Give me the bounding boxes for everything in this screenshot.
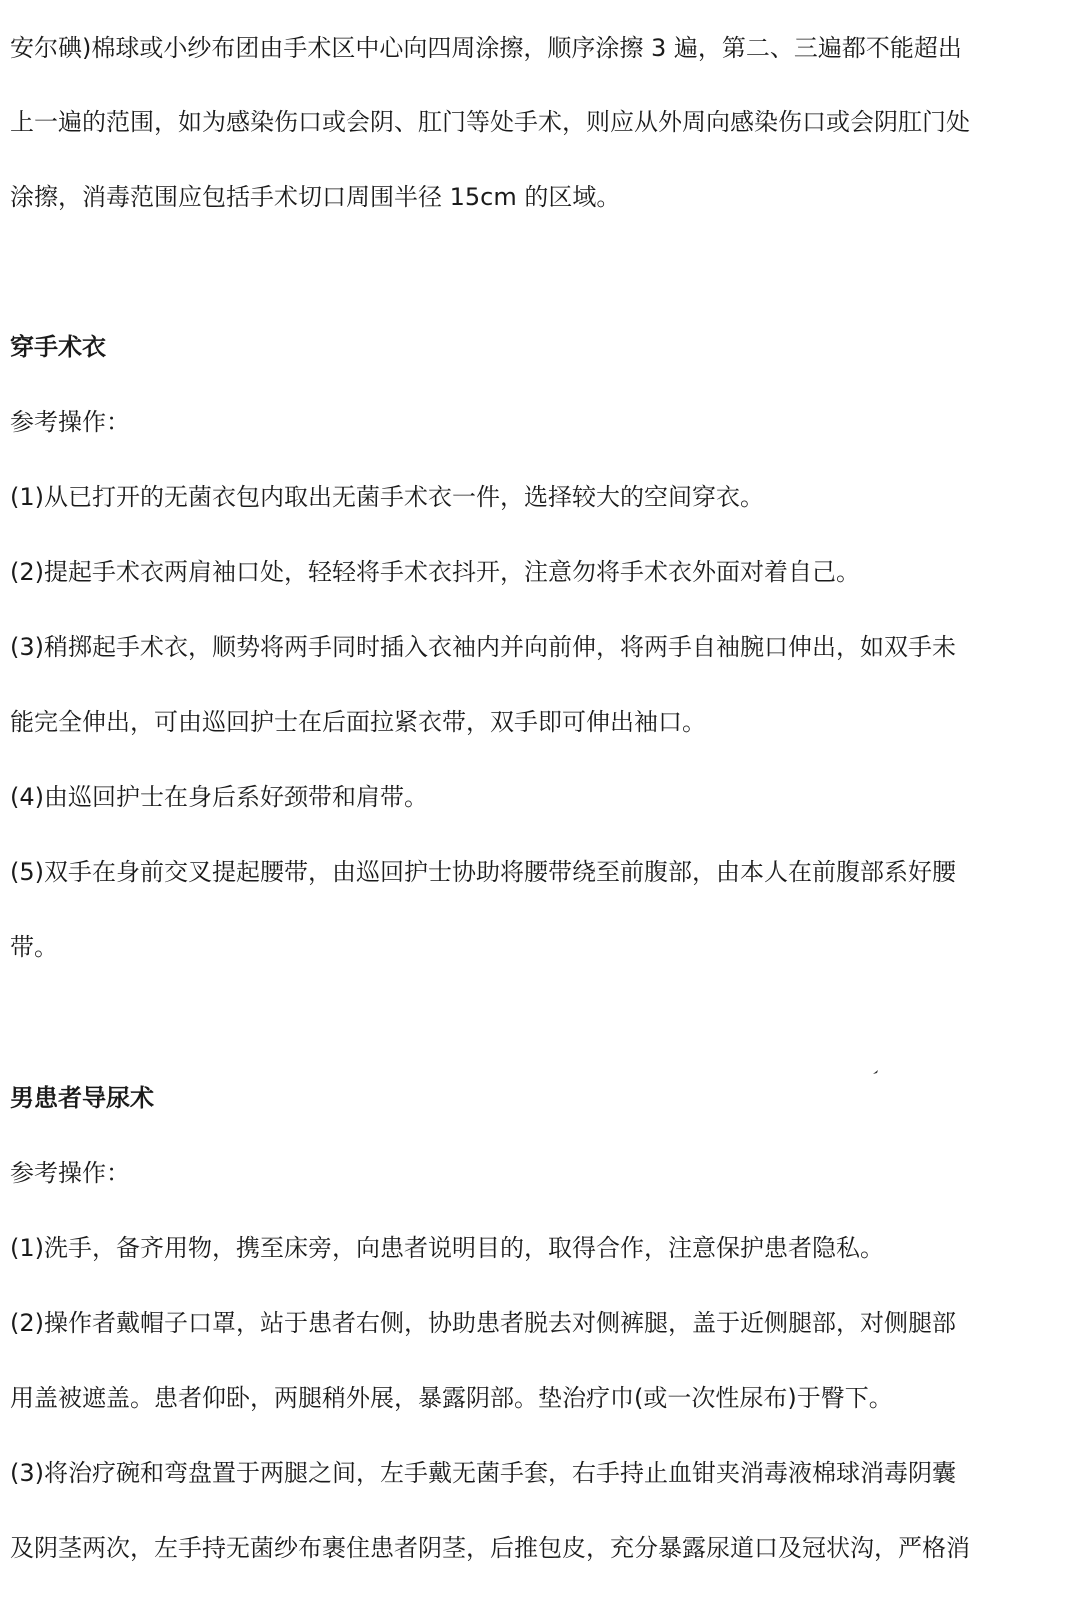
catheter-step-line-3: 用盖被遮盖。患者仰卧，两腿稍外展，暴露阴部。垫治疗巾(或一次性尿布)于臀下。 — [10, 1384, 893, 1412]
section-ref-catheter: 参考操作： — [10, 1159, 130, 1187]
gown-step-line-1: (1)从已打开的无菌衣包内取出无菌手术衣一件，选择较大的空间穿衣。 — [10, 483, 764, 511]
gown-step-line-3: (3)稍掷起手术衣，顺势将两手同时插入衣袖内并向前伸，将两手自袖腕口伸出，如双手未 — [10, 633, 956, 661]
catheter-step-line-5: 及阴茎两次，左手持无菌纱布裹住患者阴茎，后推包皮，充分暴露尿道口及冠状沟，严格消 — [10, 1534, 970, 1562]
catheter-step-line-4: (3)将治疗碗和弯盘置于两腿之间，左手戴无菌手套，右手持止血钳夹消毒液棉球消毒阴囊 — [10, 1459, 956, 1487]
stray-mark-icon — [872, 1068, 880, 1076]
section-ref-gown: 参考操作： — [10, 408, 130, 436]
gown-step-line-4: 能完全伸出，可由巡回护士在后面拉紧衣带，双手即可伸出袖口。 — [10, 708, 706, 736]
gown-step-line-6: (5)双手在身前交叉提起腰带，由巡回护士协助将腰带绕至前腹部，由本人在前腹部系好腰 — [10, 858, 956, 886]
gown-step-line-2: (2)提起手术衣两肩袖口处，轻轻将手术衣抖开，注意勿将手术衣外面对着自己。 — [10, 558, 860, 586]
catheter-step-line-2: (2)操作者戴帽子口罩，站于患者右侧，协助患者脱去对侧裤腿，盖于近侧腿部，对侧腿部 — [10, 1309, 956, 1337]
section-title-gown: 穿手术衣 — [10, 333, 106, 361]
intro-line-1: 安尔碘)棉球或小纱布团由手术区中心向四周涂擦，顺序涂擦 3 遍，第二、三遍都不能超出 — [10, 34, 962, 62]
intro-line-2: 上一遍的范围，如为感染伤口或会阴、肛门等处手术，则应从外周向感染伤口或会阴肛门处 — [10, 108, 970, 136]
catheter-step-line-1: (1)洗手，备齐用物，携至床旁，向患者说明目的，取得合作，注意保护患者隐私。 — [10, 1234, 884, 1262]
section-title-catheter: 男患者导尿术 — [10, 1084, 154, 1112]
gown-step-line-7: 带。 — [10, 933, 58, 961]
intro-line-3: 涂擦，消毒范围应包括手术切口周围半径 15cm 的区域。 — [10, 183, 621, 211]
gown-step-line-5: (4)由巡回护士在身后系好颈带和肩带。 — [10, 783, 428, 811]
